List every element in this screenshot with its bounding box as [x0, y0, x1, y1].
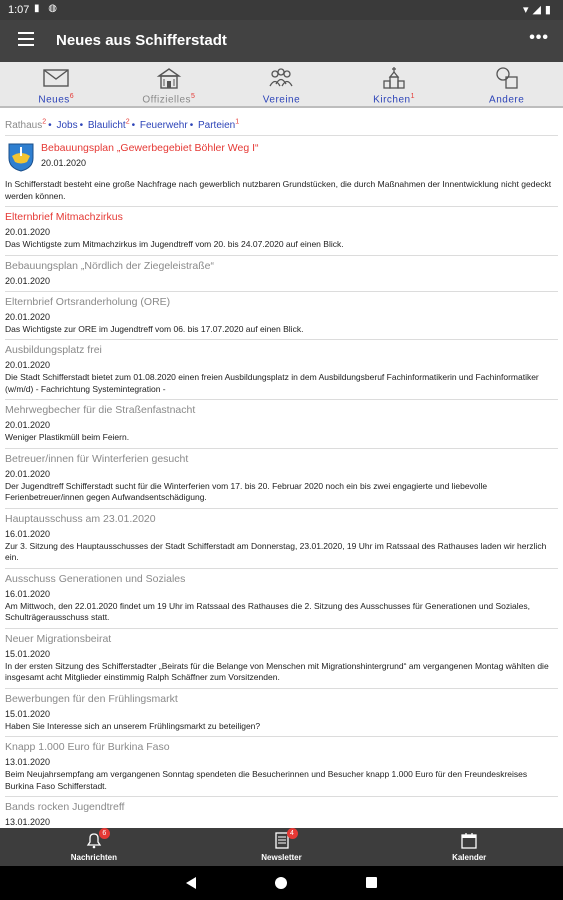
- news-summary: Am Mittwoch, den 22.01.2020 findet um 19 Uhr im Ratssaal des Rathauses die 2. Sitzung des Ausschusses für Generationen und Soziales, Schulträgerausschuss statt.: [5, 600, 530, 622]
- more-options-icon[interactable]: •••: [529, 29, 549, 46]
- status-time: 1:07: [8, 4, 30, 16]
- news-date: 20.01.2020: [5, 227, 51, 237]
- news-title: Neuer Migrationsbeirat: [5, 632, 112, 645]
- news-title: Bebauungsplan „Gewerbegebiet Böhler Weg I“: [41, 142, 259, 154]
- news-title: Elternbrief Mitmachzirkus: [5, 211, 123, 223]
- news-summary: Beim Neujahrsempfang am vergangenen Sonntag spendeten die Besucherinnen und Besucher knapp 1.000 Euro für den Freundeskreises Burkina Faso Schifferstadt.: [5, 769, 528, 791]
- news-item[interactable]: [5, 797, 558, 828]
- filter-parteien[interactable]: Parteien$^1$: [198, 119, 240, 132]
- recents-icon[interactable]: [366, 877, 377, 888]
- badge-count: 6: [99, 828, 110, 839]
- news-date: 20.01.2020: [5, 360, 51, 370]
- app-bar: [0, 20, 563, 62]
- news-date: 15.01.2020: [5, 708, 51, 719]
- page-title: Neues aus Schifferstadt: [56, 32, 227, 49]
- tab-neues[interactable]: [0, 62, 113, 106]
- envelope-icon: [42, 66, 70, 90]
- news-item[interactable]: [5, 207, 558, 256]
- nav-label: Kalender: [452, 853, 487, 862]
- news-item[interactable]: [5, 509, 558, 569]
- filter-blaulicht[interactable]: Blaulicht$^2$: [87, 119, 130, 132]
- news-title: Bands rocken Jugendtreff: [5, 801, 125, 813]
- news-title: Knapp 1.000 Euro für Burkina Faso: [5, 741, 170, 753]
- news-date: 13.01.2020: [5, 817, 51, 827]
- news-date: 20.01.2020: [41, 158, 87, 168]
- news-title: Bewerbungen für den Frühlingsmarkt: [5, 692, 178, 705]
- news-item[interactable]: [5, 138, 558, 207]
- news-title: Betreuer/innen für Winterferien gesucht: [5, 452, 189, 465]
- city-crest-icon: [7, 142, 35, 172]
- news-title: Ausbildungsplatz frei: [5, 344, 102, 356]
- badge-count: 4: [287, 828, 298, 839]
- news-item[interactable]: [5, 340, 558, 400]
- news-summary: Haben Sie Interesse sich an unserem Frühlingsmarkt zu beteiligen?: [5, 720, 261, 731]
- shapes-icon: [493, 66, 521, 90]
- tab-label: Vereine: [262, 94, 301, 106]
- system-navigation-bar: [0, 866, 563, 900]
- news-summary: Der Jugendtreff Schifferstadt sucht für die Winterferien vom 17. bis 20. Februar 2020 noch ein bis zwei engagierte und liebevolle Ferienbetreuer/innen gegen Aufwandsentschädigung.: [5, 480, 488, 502]
- news-summary: Weniger Plastikmüll beim Feiern.: [5, 432, 130, 442]
- tab-kirchen[interactable]: [338, 62, 451, 106]
- news-item[interactable]: [5, 737, 558, 797]
- news-date: 16.01.2020: [5, 588, 51, 599]
- news-summary: Zur 3. Sitzung des Hauptausschusses der Stadt Schifferstadt am Donnerstag, 23.01.2020, 19 Uhr im Ratssaal des Rathauses laden wir herzlich ein.: [5, 540, 547, 562]
- hamburger-menu-icon[interactable]: [18, 32, 34, 46]
- news-summary: In Schifferstadt besteht eine große Nachfrage nach gewerblich nutzbaren Grundstücken, die durch Maßnahmen der Innentwicklung nicht gedeckt werden können.: [5, 179, 552, 201]
- church-icon: [380, 66, 408, 90]
- news-item[interactable]: [5, 569, 558, 629]
- filter-jobs[interactable]: Jobs: [56, 120, 78, 132]
- tab-label: Kirchen$^1$: [373, 93, 415, 106]
- news-date: 15.01.2020: [5, 648, 51, 659]
- bottom-navigation: [0, 828, 563, 866]
- status-left-icons: ▮ ◍: [34, 3, 61, 14]
- news-summary: Das Wichtigste zum Mitmachzirkus im Jugendtreff vom 20. bis 24.07.2020 auf einen Blick.: [5, 239, 344, 249]
- filter-rathaus[interactable]: Rathaus$^2$: [5, 119, 47, 132]
- home-icon[interactable]: [275, 877, 287, 889]
- news-date: 16.01.2020: [5, 528, 51, 539]
- tab-andere[interactable]: [450, 62, 563, 106]
- news-summary: In der ersten Sitzung des Schifferstadter „Beirats für die Belange von Menschen mit Migrationshintergrund“ am vergangenen Montag wählten die insgesamt acht Mitglieder einstimmig Ralph Schäffner zum Vorsitzenden.: [5, 660, 549, 682]
- news-item[interactable]: [5, 449, 558, 509]
- back-icon[interactable]: [186, 877, 196, 889]
- tab-label: Neues$^6$: [38, 93, 75, 106]
- filter-feuerwehr[interactable]: Feuerwehr: [139, 120, 188, 132]
- tab-offizielles[interactable]: [113, 62, 226, 106]
- news-list: [5, 138, 558, 828]
- news-date: 13.01.2020: [5, 757, 51, 767]
- news-item[interactable]: [5, 629, 558, 689]
- news-date: 20.01.2020: [5, 420, 51, 430]
- news-title: Elternbrief Ortsranderholung (ORE): [5, 295, 171, 308]
- news-date: 20.01.2020: [5, 468, 51, 479]
- news-date: 20.01.2020: [5, 275, 51, 286]
- nav-kalender[interactable]: [375, 828, 563, 866]
- category-tabs: [0, 62, 563, 108]
- news-title: Hauptausschuss am 23.01.2020: [5, 512, 156, 525]
- group-icon: [267, 66, 295, 90]
- news-title: Bebauungsplan „Nördlich der Ziegeleistraße“: [5, 259, 214, 272]
- status-right-icons: ▾◢▮: [522, 4, 555, 16]
- nav-label: Newsletter: [261, 853, 302, 862]
- status-bar: [0, 0, 563, 20]
- news-date: 20.01.2020: [5, 311, 51, 322]
- tab-label: Offizielles$^5$: [142, 93, 196, 106]
- nav-label: Nachrichten: [70, 853, 117, 862]
- news-item[interactable]: [5, 689, 558, 738]
- news-item[interactable]: [5, 292, 558, 341]
- nav-newsletter[interactable]: [188, 828, 376, 866]
- news-title: Ausschuss Generationen und Soziales: [5, 572, 186, 585]
- nav-nachrichten[interactable]: [0, 828, 188, 866]
- news-item[interactable]: [5, 400, 558, 449]
- townhall-icon: [155, 66, 183, 90]
- news-summary: Das Wichtigste zur ORE im Jugendtreff vom 06. bis 17.07.2020 auf einen Blick.: [5, 323, 304, 334]
- tab-label: Andere: [489, 94, 525, 106]
- news-item[interactable]: [5, 256, 558, 292]
- news-title: Mehrwegbecher für die Straßenfastnacht: [5, 404, 196, 416]
- news-summary: Die Stadt Schifferstadt bietet zum 01.08.2020 einen freien Ausbildungsplatz in dem Ausbildungsberuf Fachinformatikerin und Fachinformatiker (w/m/d) - Fachrichtung Systemintegration -: [5, 372, 539, 394]
- filter-bar: Rathaus$^2$ • Jobs • Blaulicht$^2$ • Feuerwehr • Parteien$^1$: [5, 116, 558, 136]
- calendar-icon: [460, 831, 478, 849]
- tab-vereine[interactable]: [225, 62, 338, 106]
